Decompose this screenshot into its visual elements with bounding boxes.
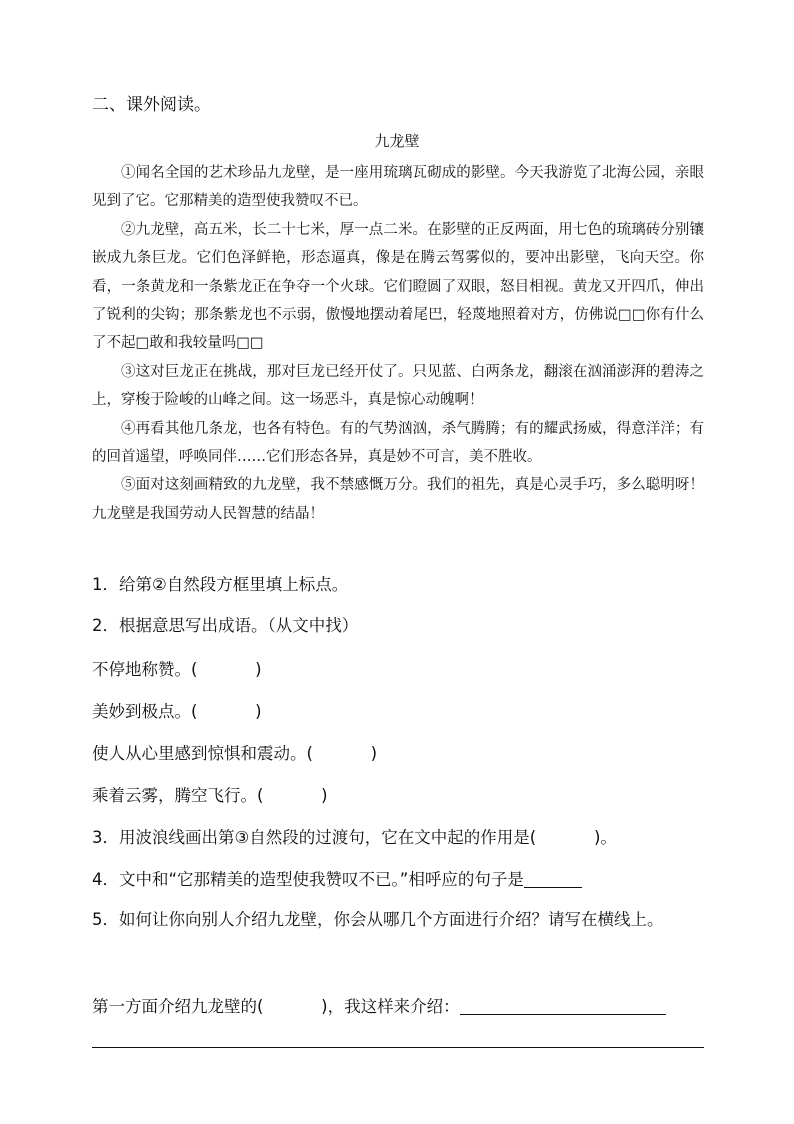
- question-4: [92, 866, 706, 890]
- answer-line[interactable]: [524, 869, 582, 888]
- question-2-item: [92, 782, 706, 806]
- question-2: 2．根据意思写出成语。（从文中找）: [92, 616, 359, 635]
- passage-paragraph: ⑤面对这刻画精致的九龙壁，我不禁感慨万分。我们的祖先，真是心灵手巧，多么聪明呀！九龙壁是我国劳动人民智慧的结晶！: [92, 477, 704, 522]
- reading-passage: [92, 159, 704, 528]
- question-2-item: [92, 656, 706, 680]
- section-title: 二、课外阅读。: [92, 95, 211, 115]
- passage-paragraph: ①闻名全国的艺术珍品九龙壁，是一座用琉璃瓦砌成的影壁。今天我游览了北海公园，亲眼见到了它。它那精美的造型使我赞叹不已。: [92, 165, 704, 210]
- answer-blank[interactable]: [536, 828, 594, 847]
- passage-paragraph: ②九龙壁，高五米，长二十七米，厚一点二米。在影壁的正反两面，用七色的琉璃砖分别镶嵌成九条巨龙。它们色泽鲜艳，形态逼真，像是在腾云驾雾似的，要冲出影壁，飞向天空。你看，一条黄龙和一条紫龙正在争夺一个火球。它们瞪圆了双眼，怒目相视。黄龙又开四爪，伸出了锐利的尖钩；那条紫龙也不示弱，傲慢地摆动着尾巴，轻蔑地照着对方，仿佛说□□你有什么了不起□敢和我较量吗□□: [92, 221, 704, 352]
- question-5: 5．如何让你向别人介绍九龙壁，你会从哪几个方面进行介绍？请写在横线上。: [92, 910, 664, 929]
- question-5-line-text: 第一方面介绍九龙壁的(: [92, 997, 264, 1016]
- question-2-item: [92, 698, 706, 722]
- answer-paren-open: (: [257, 786, 264, 805]
- answer-blank[interactable]: [263, 786, 321, 805]
- answer-paren-close: ): [255, 660, 262, 679]
- answer-paren-close: ): [255, 702, 262, 721]
- answer-blank[interactable]: [197, 660, 255, 679]
- item-text: 使人从心里感到惊惧和震动。: [92, 744, 307, 763]
- answer-blank[interactable]: [313, 744, 371, 763]
- answer-blank[interactable]: [263, 997, 321, 1016]
- answer-paren-open: (: [191, 702, 198, 721]
- question-1: 1．给第②自然段方框里填上标点。: [92, 575, 349, 594]
- answer-line[interactable]: [92, 1047, 704, 1048]
- item-text: 不停地称赞。: [92, 660, 191, 679]
- passage-title: 九龙壁: [374, 132, 420, 150]
- item-text: 乘着云雾，腾空飞行。: [92, 786, 257, 805]
- question-3: [92, 824, 706, 848]
- question-5-line: [92, 993, 706, 1017]
- answer-blank[interactable]: [197, 702, 255, 721]
- question-5-line-text-end: )，我这样来介绍：: [321, 997, 460, 1016]
- answer-paren-close: ): [370, 744, 378, 763]
- question-4-text: 4．文中和“它那精美的造型使我赞叹不已。”相呼应的句子是: [92, 870, 524, 889]
- answer-paren-close: ): [321, 786, 328, 805]
- passage-paragraph: ③这对巨龙正在挑战，那对巨龙已经开仗了。只见蓝、白两条龙，翻滚在汹涌澎湃的碧涛之上，穿梭于险峻的山峰之间。这一场恶斗，真是惊心动魄啊！: [92, 363, 704, 409]
- answer-paren-open: (: [306, 744, 313, 763]
- passage-paragraph: ④再看其他几条龙，也各有特色。有的气势汹汹，杀气腾腾；有的耀武扬威，得意洋洋；有的回首遥望，呼唤同伴……它们形态各异，真是妙不可言，美不胜收。: [92, 420, 704, 466]
- question-3-text: 3．用波浪线画出第③自然段的过渡句，它在文中起的作用是(: [92, 828, 537, 847]
- question-2-item: [92, 740, 706, 764]
- answer-line[interactable]: [460, 996, 666, 1015]
- item-text: 美妙到极点。: [92, 702, 191, 721]
- question-3-end: )。: [593, 828, 617, 847]
- answer-paren-open: (: [191, 660, 198, 679]
